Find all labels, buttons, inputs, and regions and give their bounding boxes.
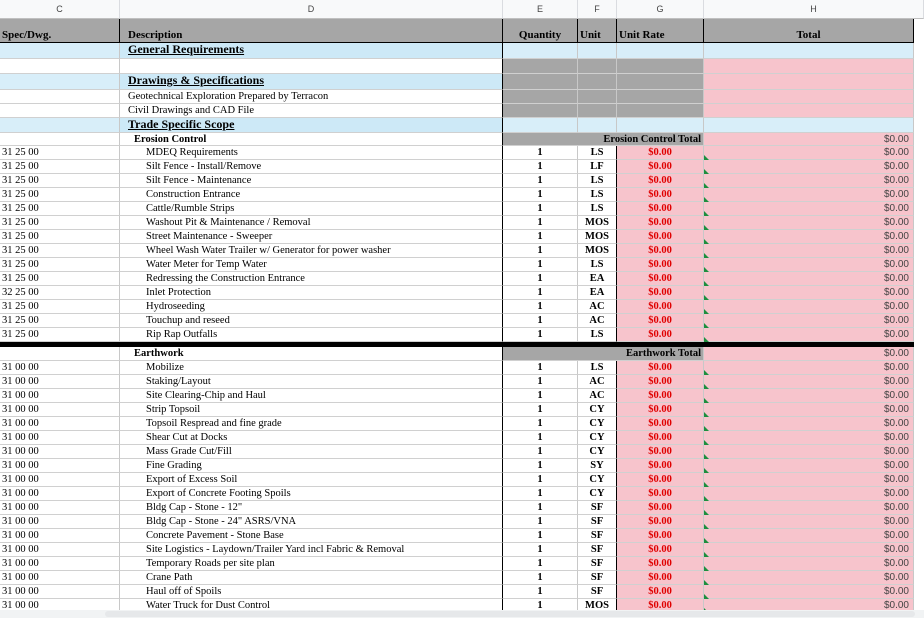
- unit-rate-cell[interactable]: $0.00: [617, 361, 704, 375]
- spec-cell[interactable]: 31 25 00: [0, 188, 120, 202]
- total-cell[interactable]: $0.00: [704, 188, 914, 202]
- total-cell[interactable]: $0.00: [704, 515, 914, 529]
- unit-rate-cell[interactable]: $0.00: [617, 515, 704, 529]
- unit-cell[interactable]: EA: [578, 286, 617, 300]
- spec-cell[interactable]: 31 00 00: [0, 599, 120, 610]
- total-cell[interactable]: $0.00: [704, 529, 914, 543]
- total-cell[interactable]: $0.00: [704, 361, 914, 375]
- table-row: [0, 272, 914, 286]
- unit-cell[interactable]: SF: [578, 529, 617, 543]
- total-cell[interactable]: $0.00: [704, 445, 914, 459]
- unit-cell[interactable]: LF: [578, 160, 617, 174]
- quantity-cell[interactable]: 1: [503, 216, 578, 230]
- total-cell[interactable]: $0.00: [704, 230, 914, 244]
- quantity-cell[interactable]: 1: [503, 174, 578, 188]
- spec-cell[interactable]: 31 25 00: [0, 272, 120, 286]
- table-row: [0, 543, 914, 557]
- group-title-earthwork[interactable]: Earthwork: [120, 347, 503, 361]
- unit-rate-cell[interactable]: $0.00: [617, 487, 704, 501]
- cell[interactable]: [503, 118, 578, 133]
- table-row: [0, 417, 914, 431]
- unit-cell[interactable]: AC: [578, 300, 617, 314]
- total-cell[interactable]: $0.00: [704, 571, 914, 585]
- unit-rate-cell[interactable]: $0.00: [617, 160, 704, 174]
- quantity-cell[interactable]: 1: [503, 272, 578, 286]
- spec-cell[interactable]: 31 25 00: [0, 216, 120, 230]
- description-cell[interactable]: MDEQ Requirements: [120, 146, 503, 160]
- cell[interactable]: [0, 104, 120, 118]
- quantity-cell[interactable]: 1: [503, 529, 578, 543]
- cell[interactable]: [578, 74, 617, 90]
- description-cell[interactable]: Silt Fence - Install/Remove: [120, 160, 503, 174]
- table-row: [0, 375, 914, 389]
- unit-cell[interactable]: LS: [578, 258, 617, 272]
- cell[interactable]: [0, 133, 120, 146]
- unit-rate-cell[interactable]: $0.00: [617, 389, 704, 403]
- unit-cell[interactable]: LS: [578, 146, 617, 160]
- unit-rate-cell[interactable]: $0.00: [617, 599, 704, 610]
- spec-cell[interactable]: 31 00 00: [0, 501, 120, 515]
- unit-rate-cell[interactable]: $0.00: [617, 300, 704, 314]
- total-cell[interactable]: $0.00: [704, 389, 914, 403]
- total-cell[interactable]: $0.00: [704, 272, 914, 286]
- spec-cell[interactable]: 31 00 00: [0, 571, 120, 585]
- blank-row: [0, 59, 914, 74]
- erosion-total-value[interactable]: $0.00: [704, 133, 914, 146]
- cell[interactable]: [704, 90, 914, 104]
- column-header-h[interactable]: H: [704, 0, 924, 19]
- spec-cell[interactable]: 31 00 00: [0, 361, 120, 375]
- table-header-row: [0, 19, 914, 43]
- table-row: [0, 328, 914, 342]
- table-row: [0, 361, 914, 375]
- quantity-cell[interactable]: 1: [503, 286, 578, 300]
- table-row: [0, 473, 914, 487]
- cell[interactable]: [617, 104, 704, 118]
- drawing-row: [0, 90, 914, 104]
- spec-cell[interactable]: 31 00 00: [0, 543, 120, 557]
- unit-cell[interactable]: CY: [578, 403, 617, 417]
- spec-cell[interactable]: 31 00 00: [0, 417, 120, 431]
- unit-cell[interactable]: CY: [578, 473, 617, 487]
- total-cell[interactable]: $0.00: [704, 244, 914, 258]
- unit-rate-cell[interactable]: $0.00: [617, 314, 704, 328]
- cell[interactable]: [0, 347, 120, 361]
- column-header-e[interactable]: E: [503, 0, 578, 19]
- cell[interactable]: [503, 90, 578, 104]
- column-header-f[interactable]: F: [578, 0, 617, 19]
- table-row: [0, 459, 914, 473]
- description-cell[interactable]: Concrete Pavement - Stone Base: [120, 529, 503, 543]
- table-row: [0, 445, 914, 459]
- description-cell[interactable]: Bldg Cap - Stone - 12": [120, 501, 503, 515]
- cell[interactable]: [503, 74, 578, 90]
- description-cell[interactable]: Strip Topsoil: [120, 403, 503, 417]
- unit-cell[interactable]: SF: [578, 571, 617, 585]
- spec-cell[interactable]: 31 25 00: [0, 202, 120, 216]
- unit-rate-cell[interactable]: $0.00: [617, 258, 704, 272]
- quantity-cell[interactable]: 1: [503, 487, 578, 501]
- table-row: [0, 599, 914, 610]
- quantity-cell[interactable]: 1: [503, 445, 578, 459]
- spec-cell[interactable]: 31 00 00: [0, 403, 120, 417]
- table-row: [0, 160, 914, 174]
- cell[interactable]: [0, 59, 120, 74]
- total-cell[interactable]: $0.00: [704, 543, 914, 557]
- group-title-erosion[interactable]: Erosion Control: [120, 133, 503, 146]
- table-row: [0, 529, 914, 543]
- description-cell[interactable]: Redressing the Construction Entrance: [120, 272, 503, 286]
- total-cell[interactable]: $0.00: [704, 300, 914, 314]
- description-cell[interactable]: Mobilize: [120, 361, 503, 375]
- cell[interactable]: [578, 104, 617, 118]
- quantity-cell[interactable]: 1: [503, 431, 578, 445]
- description-cell[interactable]: Haul off of Spoils: [120, 585, 503, 599]
- quantity-cell[interactable]: 1: [503, 543, 578, 557]
- description-cell[interactable]: Water Truck for Dust Control: [120, 599, 503, 610]
- unit-cell[interactable]: MOS: [578, 230, 617, 244]
- drawing-item[interactable]: Geotechnical Exploration Prepared by Terracon: [120, 90, 503, 104]
- unit-cell[interactable]: SF: [578, 515, 617, 529]
- unit-rate-cell[interactable]: $0.00: [617, 174, 704, 188]
- table-row: [0, 216, 914, 230]
- quantity-cell[interactable]: 1: [503, 473, 578, 487]
- description-cell[interactable]: Touchup and reseed: [120, 314, 503, 328]
- cell[interactable]: [617, 43, 704, 59]
- quantity-cell[interactable]: 1: [503, 389, 578, 403]
- unit-rate-cell[interactable]: $0.00: [617, 501, 704, 515]
- table-row: [0, 389, 914, 403]
- description-cell[interactable]: Fine Grading: [120, 459, 503, 473]
- spec-cell[interactable]: 31 00 00: [0, 431, 120, 445]
- unit-cell[interactable]: LS: [578, 361, 617, 375]
- unit-rate-cell[interactable]: $0.00: [617, 473, 704, 487]
- unit-cell[interactable]: SY: [578, 459, 617, 473]
- spec-cell[interactable]: 31 00 00: [0, 389, 120, 403]
- quantity-cell[interactable]: 1: [503, 585, 578, 599]
- unit-cell[interactable]: SF: [578, 557, 617, 571]
- group-row-erosion: [0, 133, 914, 146]
- quantity-cell[interactable]: 1: [503, 258, 578, 272]
- spec-cell[interactable]: 31 25 00: [0, 230, 120, 244]
- table-row: [0, 501, 914, 515]
- cell[interactable]: [617, 59, 704, 74]
- erosion-total-label[interactable]: Erosion Control Total: [503, 133, 704, 146]
- unit-rate-cell[interactable]: $0.00: [617, 571, 704, 585]
- earthwork-total-label[interactable]: Earthwork Total: [503, 347, 704, 361]
- unit-rate-cell[interactable]: $0.00: [617, 146, 704, 160]
- table-row: [0, 585, 914, 599]
- unit-rate-cell[interactable]: $0.00: [617, 375, 704, 389]
- quantity-cell[interactable]: 1: [503, 571, 578, 585]
- spec-cell[interactable]: 31 25 00: [0, 146, 120, 160]
- quantity-cell[interactable]: 1: [503, 403, 578, 417]
- unit-cell[interactable]: MOS: [578, 216, 617, 230]
- cell[interactable]: [503, 43, 578, 59]
- total-cell[interactable]: $0.00: [704, 286, 914, 300]
- total-cell[interactable]: $0.00: [704, 202, 914, 216]
- header-total[interactable]: Total: [704, 19, 914, 43]
- total-cell[interactable]: $0.00: [704, 431, 914, 445]
- quantity-cell[interactable]: 1: [503, 300, 578, 314]
- unit-cell[interactable]: SF: [578, 543, 617, 557]
- table-row: [0, 188, 914, 202]
- description-cell[interactable]: Rip Rap Outfalls: [120, 328, 503, 342]
- quantity-cell[interactable]: 1: [503, 501, 578, 515]
- total-cell[interactable]: $0.00: [704, 557, 914, 571]
- cell[interactable]: [503, 59, 578, 74]
- drawing-row: [0, 104, 914, 118]
- cell[interactable]: [120, 59, 503, 74]
- spec-cell[interactable]: 31 00 00: [0, 473, 120, 487]
- column-header-c[interactable]: C: [0, 0, 120, 19]
- quantity-cell[interactable]: 1: [503, 160, 578, 174]
- description-cell[interactable]: Staking/Layout: [120, 375, 503, 389]
- description-cell[interactable]: Inlet Protection: [120, 286, 503, 300]
- unit-cell[interactable]: LS: [578, 174, 617, 188]
- quantity-cell[interactable]: 1: [503, 146, 578, 160]
- description-cell[interactable]: Hydroseeding: [120, 300, 503, 314]
- quantity-cell[interactable]: 1: [503, 515, 578, 529]
- description-cell[interactable]: Street Maintenance - Sweeper: [120, 230, 503, 244]
- description-cell[interactable]: Silt Fence - Maintenance: [120, 174, 503, 188]
- quantity-cell[interactable]: 1: [503, 417, 578, 431]
- description-cell[interactable]: Mass Grade Cut/Fill: [120, 445, 503, 459]
- spec-cell[interactable]: 31 25 00: [0, 314, 120, 328]
- unit-rate-cell[interactable]: $0.00: [617, 543, 704, 557]
- spec-cell[interactable]: 31 00 00: [0, 515, 120, 529]
- spec-cell[interactable]: 31 00 00: [0, 459, 120, 473]
- earthwork-total-value[interactable]: $0.00: [704, 347, 914, 361]
- quantity-cell[interactable]: 1: [503, 244, 578, 258]
- total-cell[interactable]: $0.00: [704, 314, 914, 328]
- quantity-cell[interactable]: 1: [503, 361, 578, 375]
- table-row: [0, 403, 914, 417]
- header-spec[interactable]: Spec/Dwg.: [0, 19, 120, 43]
- table-row: [0, 487, 914, 501]
- section-row-general: [0, 43, 914, 59]
- total-cell[interactable]: $0.00: [704, 501, 914, 515]
- total-cell[interactable]: $0.00: [704, 473, 914, 487]
- scrollbar-thumb[interactable]: [105, 611, 915, 617]
- description-cell[interactable]: Shear Cut at Docks: [120, 431, 503, 445]
- unit-rate-cell[interactable]: $0.00: [617, 557, 704, 571]
- header-unit-rate[interactable]: Unit Rate: [617, 19, 704, 43]
- total-cell[interactable]: $0.00: [704, 160, 914, 174]
- unit-cell[interactable]: AC: [578, 389, 617, 403]
- cell[interactable]: [617, 118, 704, 133]
- quantity-cell[interactable]: 1: [503, 459, 578, 473]
- cell[interactable]: [0, 118, 120, 133]
- description-cell[interactable]: Crane Path: [120, 571, 503, 585]
- table-row: [0, 515, 914, 529]
- drawing-item[interactable]: Civil Drawings and CAD File: [120, 104, 503, 118]
- quantity-cell[interactable]: 1: [503, 557, 578, 571]
- table-row: [0, 258, 914, 272]
- total-cell[interactable]: $0.00: [704, 487, 914, 501]
- cell[interactable]: [578, 43, 617, 59]
- cell[interactable]: [617, 90, 704, 104]
- unit-rate-cell[interactable]: $0.00: [617, 403, 704, 417]
- horizontal-scrollbar[interactable]: [0, 610, 924, 618]
- cell[interactable]: [578, 59, 617, 74]
- spec-cell[interactable]: 32 25 00: [0, 286, 120, 300]
- unit-rate-cell[interactable]: $0.00: [617, 417, 704, 431]
- total-cell[interactable]: $0.00: [704, 599, 914, 610]
- description-cell[interactable]: Site Clearing-Chip and Haul: [120, 389, 503, 403]
- unit-rate-cell[interactable]: $0.00: [617, 445, 704, 459]
- spec-cell[interactable]: 31 25 00: [0, 258, 120, 272]
- unit-rate-cell[interactable]: $0.00: [617, 188, 704, 202]
- unit-rate-cell[interactable]: $0.00: [617, 328, 704, 342]
- total-cell[interactable]: $0.00: [704, 216, 914, 230]
- cell[interactable]: [578, 90, 617, 104]
- unit-rate-cell[interactable]: $0.00: [617, 244, 704, 258]
- table-row: [0, 230, 914, 244]
- total-cell[interactable]: $0.00: [704, 585, 914, 599]
- description-cell[interactable]: Construction Entrance: [120, 188, 503, 202]
- quantity-cell[interactable]: 1: [503, 188, 578, 202]
- table-row: [0, 202, 914, 216]
- unit-cell[interactable]: LS: [578, 188, 617, 202]
- quantity-cell[interactable]: 1: [503, 314, 578, 328]
- unit-cell[interactable]: LS: [578, 328, 617, 342]
- section-title-drawings[interactable]: Drawings & Specifications: [120, 74, 503, 90]
- unit-cell[interactable]: LS: [578, 202, 617, 216]
- unit-rate-cell[interactable]: $0.00: [617, 585, 704, 599]
- description-cell[interactable]: Export of Concrete Footing Spoils: [120, 487, 503, 501]
- total-cell[interactable]: $0.00: [704, 258, 914, 272]
- description-cell[interactable]: Temporary Roads per site plan: [120, 557, 503, 571]
- header-unit[interactable]: Unit: [578, 19, 617, 43]
- unit-cell[interactable]: SF: [578, 585, 617, 599]
- cell[interactable]: [0, 90, 120, 104]
- spec-cell[interactable]: 31 25 00: [0, 328, 120, 342]
- cell[interactable]: [578, 118, 617, 133]
- spec-cell[interactable]: 31 00 00: [0, 445, 120, 459]
- unit-cell[interactable]: CY: [578, 445, 617, 459]
- header-description[interactable]: Description: [120, 19, 503, 43]
- header-quantity[interactable]: Quantity: [503, 19, 578, 43]
- quantity-cell[interactable]: 1: [503, 375, 578, 389]
- section-title-trade[interactable]: Trade Specific Scope: [120, 118, 503, 133]
- cell[interactable]: [704, 43, 914, 59]
- spec-cell[interactable]: 31 00 00: [0, 375, 120, 389]
- section-row-drawings: [0, 74, 914, 90]
- total-cell[interactable]: $0.00: [704, 146, 914, 160]
- section-title-general[interactable]: General Requirements: [120, 43, 503, 59]
- quantity-cell[interactable]: 1: [503, 202, 578, 216]
- description-cell[interactable]: Bldg Cap - Stone - 24" ASRS/VNA: [120, 515, 503, 529]
- table-row: [0, 431, 914, 445]
- total-cell[interactable]: $0.00: [704, 375, 914, 389]
- quantity-cell[interactable]: 1: [503, 328, 578, 342]
- total-cell[interactable]: $0.00: [704, 417, 914, 431]
- unit-rate-cell[interactable]: $0.00: [617, 272, 704, 286]
- unit-rate-cell[interactable]: $0.00: [617, 286, 704, 300]
- unit-cell[interactable]: EA: [578, 272, 617, 286]
- cell[interactable]: [704, 59, 914, 74]
- unit-cell[interactable]: AC: [578, 314, 617, 328]
- table-row: [0, 314, 914, 328]
- spec-cell[interactable]: 31 25 00: [0, 300, 120, 314]
- spec-cell[interactable]: 31 00 00: [0, 557, 120, 571]
- unit-rate-cell[interactable]: $0.00: [617, 431, 704, 445]
- table-row: [0, 557, 914, 571]
- spec-cell[interactable]: 31 25 00: [0, 160, 120, 174]
- section-row-trade: [0, 118, 914, 133]
- unit-rate-cell[interactable]: $0.00: [617, 216, 704, 230]
- cell[interactable]: [0, 74, 120, 90]
- unit-cell[interactable]: CY: [578, 417, 617, 431]
- cell[interactable]: [617, 74, 704, 90]
- spec-cell[interactable]: 31 00 00: [0, 585, 120, 599]
- column-header-d[interactable]: D: [120, 0, 503, 19]
- cell[interactable]: [0, 43, 120, 59]
- cell[interactable]: [704, 118, 914, 133]
- table-row: [0, 300, 914, 314]
- spec-cell[interactable]: 31 25 00: [0, 244, 120, 258]
- spec-cell[interactable]: 31 25 00: [0, 174, 120, 188]
- table-row: [0, 174, 914, 188]
- quantity-cell[interactable]: 1: [503, 599, 578, 610]
- total-cell[interactable]: $0.00: [704, 403, 914, 417]
- unit-rate-cell[interactable]: $0.00: [617, 529, 704, 543]
- unit-cell[interactable]: CY: [578, 431, 617, 445]
- unit-cell[interactable]: SF: [578, 501, 617, 515]
- unit-cell[interactable]: CY: [578, 487, 617, 501]
- unit-cell[interactable]: MOS: [578, 244, 617, 258]
- description-cell[interactable]: Cattle/Rumble Strips: [120, 202, 503, 216]
- spec-cell[interactable]: 31 00 00: [0, 487, 120, 501]
- unit-cell[interactable]: AC: [578, 375, 617, 389]
- table-row: [0, 146, 914, 160]
- spec-cell[interactable]: 31 00 00: [0, 529, 120, 543]
- column-header-g[interactable]: G: [617, 0, 704, 19]
- table-row: [0, 571, 914, 585]
- description-cell[interactable]: Washout Pit & Maintenance / Removal: [120, 216, 503, 230]
- total-cell[interactable]: $0.00: [704, 459, 914, 473]
- unit-rate-cell[interactable]: $0.00: [617, 202, 704, 216]
- description-cell[interactable]: Site Logistics - Laydown/Trailer Yard incl Fabric & Removal: [120, 543, 503, 557]
- group-row-earthwork: [0, 347, 914, 361]
- cell[interactable]: [704, 74, 914, 90]
- unit-rate-cell[interactable]: $0.00: [617, 459, 704, 473]
- description-cell[interactable]: Export of Excess Soil: [120, 473, 503, 487]
- table-row: [0, 244, 914, 258]
- unit-rate-cell[interactable]: $0.00: [617, 230, 704, 244]
- unit-cell[interactable]: MOS: [578, 599, 617, 610]
- table-row: [0, 286, 914, 300]
- total-cell[interactable]: $0.00: [704, 328, 914, 342]
- description-cell[interactable]: Topsoil Respread and fine grade: [120, 417, 503, 431]
- description-cell[interactable]: Wheel Wash Water Trailer w/ Generator for power washer: [120, 244, 503, 258]
- cell[interactable]: [503, 104, 578, 118]
- quantity-cell[interactable]: 1: [503, 230, 578, 244]
- total-cell[interactable]: $0.00: [704, 174, 914, 188]
- description-cell[interactable]: Water Meter for Temp Water: [120, 258, 503, 272]
- cell[interactable]: [704, 104, 914, 118]
